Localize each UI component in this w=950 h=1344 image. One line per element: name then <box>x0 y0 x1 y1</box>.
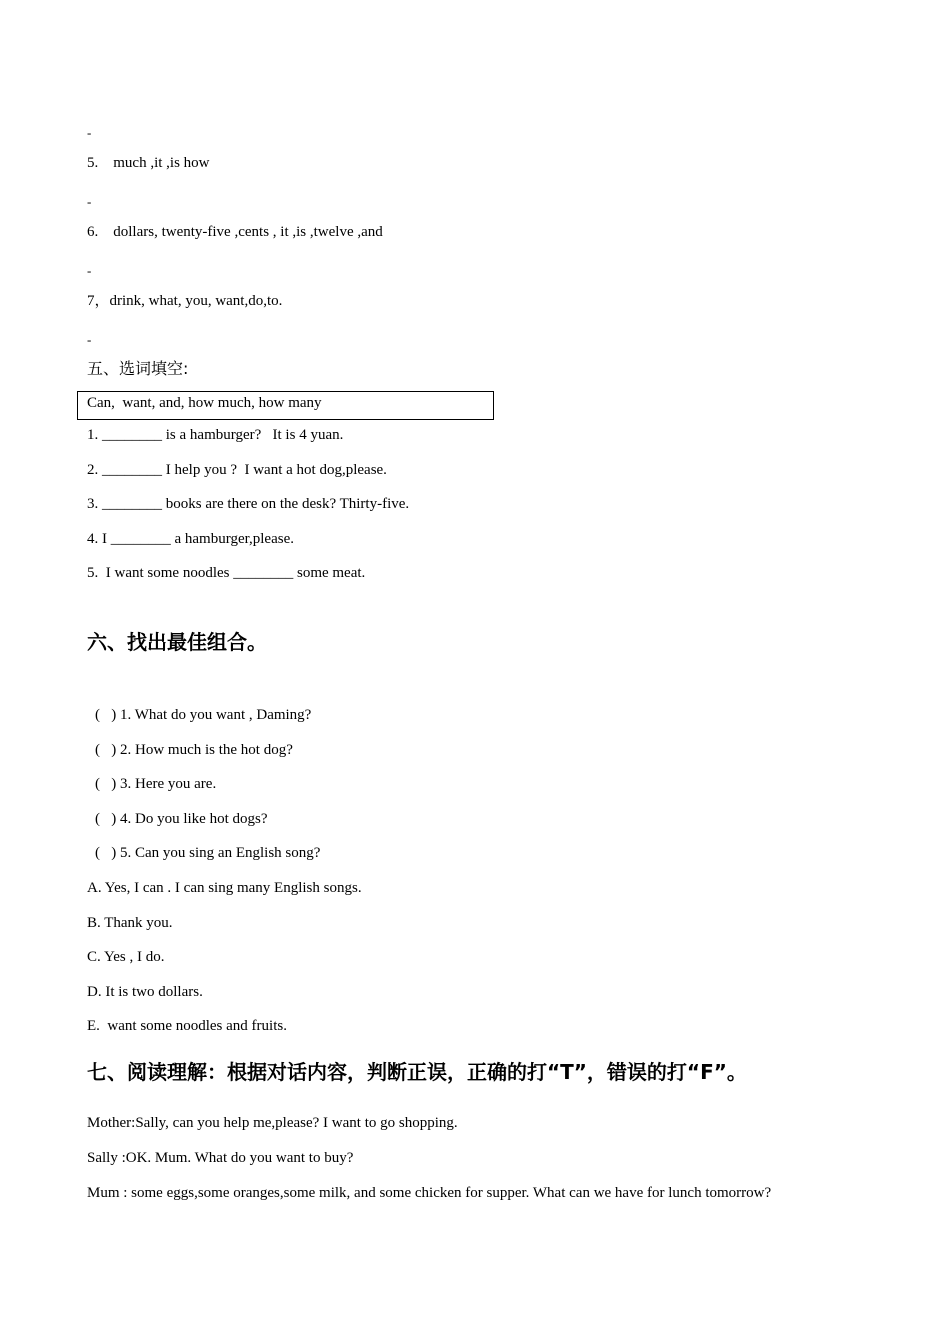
match-answer-d: D. It is two dollars. <box>87 984 203 1000</box>
match-answer-c: C. Yes , I do. <box>87 949 165 965</box>
match-question-3: ( ) 3. Here you are. <box>95 776 217 792</box>
reorder-item-7: 7，drink, what, you, want,do,to. <box>87 293 283 309</box>
match-answer-a: A. Yes, I can . I can sing many English songs. <box>87 880 362 896</box>
fill-item-5: 5. I want some noodles ________ some meat. <box>87 565 366 581</box>
fill-item-3: 3. ________ books are there on the desk? Thirty-five. <box>87 496 410 512</box>
answer-line-mark: - <box>87 263 92 278</box>
answer-line-mark: - <box>87 332 92 347</box>
match-question-1: ( ) 1. What do you want , Daming? <box>95 707 312 723</box>
reorder-item-5: 5. much ,it ,is how <box>87 155 210 171</box>
match-question-4: ( ) 4. Do you like hot dogs? <box>95 811 268 827</box>
answer-line-mark: - <box>87 194 92 209</box>
match-answer-e: E. want some noodles and fruits. <box>87 1018 287 1034</box>
reorder-item-6: 6. dollars, twenty-five ,cents , it ,is ,twelve ,and <box>87 224 383 240</box>
section-7-title: 七、阅读理解：根据对话内容，判断正误，正确的打“T”，错误的打“F”。 <box>87 1060 747 1084</box>
section-5-title: 五、选词填空: <box>87 359 189 378</box>
fill-item-1: 1. ________ is a hamburger? It is 4 yuan. <box>87 427 344 443</box>
match-question-2: ( ) 2. How much is the hot dog? <box>95 742 293 758</box>
match-answer-b: B. Thank you. <box>87 915 173 931</box>
word-bank-box <box>77 391 494 420</box>
answer-line-mark: - <box>87 125 92 140</box>
dialogue-line-3: Mum : some eggs,some oranges,some milk, and some chicken for supper. What can we have for lunch tomorrow? <box>87 1185 772 1201</box>
match-question-5: ( ) 5. Can you sing an English song? <box>95 845 321 861</box>
section-6-title: 六、找出最佳组合。 <box>87 630 267 654</box>
fill-item-4: 4. I ________ a hamburger,please. <box>87 531 294 547</box>
dialogue-line-1: Mother:Sally, can you help me,please? I want to go shopping. <box>87 1115 458 1131</box>
fill-item-2: 2. ________ I help you ? I want a hot dog,please. <box>87 462 387 478</box>
dialogue-line-2: Sally :OK. Mum. What do you want to buy? <box>87 1150 354 1166</box>
word-bank-text: Can, want, and, how much, how many <box>87 395 322 411</box>
